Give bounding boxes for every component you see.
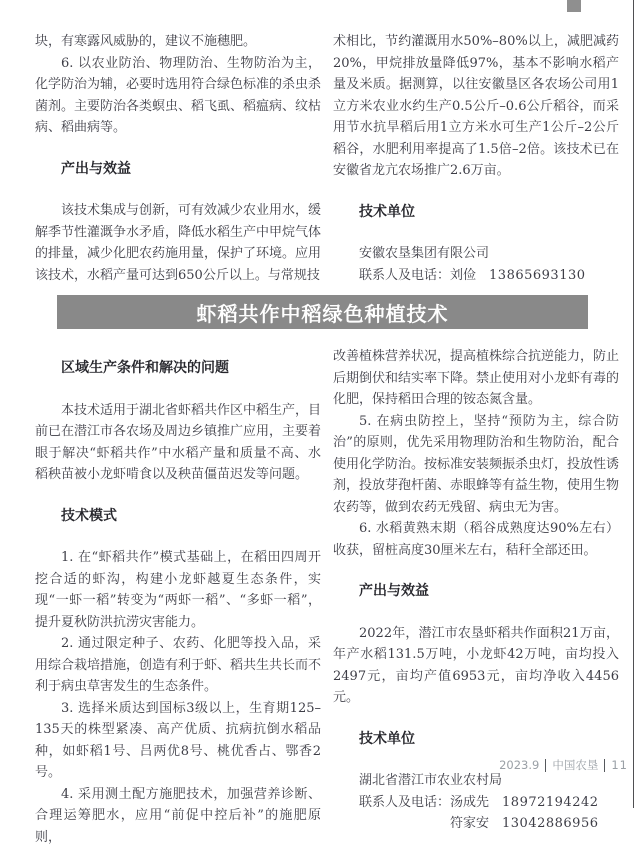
paragraph-continuation: 块，有寒露风威胁的，建议不施穗肥。 — [35, 31, 321, 53]
footer-separator — [545, 759, 546, 772]
footer-magazine-title: 中国农垦 — [552, 757, 598, 773]
article-title-banner — [57, 295, 588, 329]
section-heading-technical-unit: 技术单位 — [333, 729, 619, 751]
contact-name: 汤成先 — [450, 795, 489, 810]
contact-name: 刘俭 — [450, 268, 476, 283]
page-corner-mark — [567, 0, 581, 12]
paragraph-mode-item-5: 5. 在病虫防控上，坚持“预防为主，综合防治”的原则，优先采用物理防治和生物防治，配合使用化学防治。按标准安装频振杀虫灯，投放性诱剂，投放芽孢杆菌、赤眼蜂等有益生物，使用生物农药等，做到农药无残留、病虫无为害。 — [333, 411, 619, 519]
paragraph-output-benefits: 2022年，潜江市农垦虾稻共作面积21万亩，年产水稻131.5万吨，小龙虾42万吨，亩均投入2497元，亩均产值6953元，亩均净收入4456元。 — [333, 623, 619, 709]
contact-name: 符家安 — [450, 816, 489, 831]
prev-article-right-column — [333, 31, 619, 286]
page-edge-line — [633, 0, 634, 808]
contact-label: 联系人及电话： — [359, 268, 450, 283]
section-heading-conditions: 区域生产条件和解决的问题 — [35, 358, 321, 380]
contact-line — [333, 265, 619, 287]
paragraph-item-6: 6. 以农业防治、物理防治、生物防治为主，化学防治为辅，必要时选用符合绿色标准的杀虫杀菌剂。主要防治各类螟虫、稻飞虱、稻瘟病、纹枯病、稻曲病等。 — [35, 53, 321, 139]
contact-phone: 13865693130 — [489, 268, 585, 283]
paragraph-conditions: 本技术适用于湖北省虾稻共作区中稻生产，目前已在潜江市各农场及周边乡镇推广应用，主要着眼于解决“虾稻共作”中水稻产量和质量不高、水稻秧苗被小龙虾啃食以及秧苗僵苗迟发等问题。 — [35, 400, 321, 486]
paragraph-output-continuation: 术相比，节约灌溉用水50%–80%以上，减肥减药20%，甲烷排放量降低97%，基本不影响水稻产量及米质。据测算，以往安徽垦区各农场公司用1立方米农业水约生产0.5公斤–0.6公斤稻谷，而采用节水抗旱稻后用1立方米水可生产1公斤–2公斤稻谷，水肥利用率提高了1.5倍–2倍。该技术已在安徽省龙亢农场推广2.6万亩。 — [333, 31, 619, 182]
paragraph-output-benefits: 该技术集成与创新，可有效减少农业用水，缓解季节性灌溉争水矛盾，降低水稻生产中甲烷气体的排量，减少化肥农药施用量，保护了环境。应用该技术，水稻产量可达到650公斤以上。与常规技 — [35, 200, 321, 286]
article-left-column — [35, 358, 321, 848]
section-heading-technical-mode: 技术模式 — [35, 506, 321, 528]
paragraph-mode-item-1: 1. 在“虾稻共作”模式基础上，在稻田四周开挖合适的虾沟，构建小龙虾越夏生态条件，实现“一虾一稻”转变为“两虾一稻”、“多虾一稻”，提升夏秋防洪抗涝灾害能力。 — [35, 547, 321, 633]
paragraph-mode-item-4: 4. 采用测土配方施肥技术，加强营养诊断、合理运筹肥水，应用“前促中控后补”的施肥原则， — [35, 784, 321, 848]
technical-unit-name: 湖北省潜江市农业农村局 — [333, 770, 619, 792]
page-footer — [499, 757, 628, 773]
prev-article-left-column — [35, 31, 321, 286]
paragraph-mode-item-6: 6. 水稻黄熟末期（稻谷成熟度达90%左右）收获，留桩高度30厘米左右，秸秆全部还田。 — [333, 518, 619, 561]
paragraph-mode-item-3: 3. 选择米质达到国标3级以上，生育期125–135天的株型紧凑、高产优质、抗病抗倒水稻品种，如虾稻1号、吕两优8号、桃优香占、鄂香2号。 — [35, 698, 321, 784]
footer-issue: 2023.9 — [499, 758, 539, 772]
article-title: 虾稻共作中稻绿色种植技术 — [197, 298, 449, 327]
contact-phone: 13042886956 — [502, 816, 598, 831]
footer-page-number: 11 — [611, 758, 628, 772]
technical-unit-name: 安徽农垦集团有限公司 — [333, 243, 619, 265]
contact-label: 联系人及电话： — [359, 795, 450, 810]
contact-phone: 18972194242 — [502, 795, 598, 810]
section-heading-technical-unit: 技术单位 — [333, 202, 619, 224]
contact-line-2 — [333, 813, 619, 835]
section-heading-output-benefits: 产出与效益 — [333, 581, 619, 603]
footer-separator — [604, 759, 605, 772]
contact-line-1 — [333, 792, 619, 814]
paragraph-mode-item-4-continuation: 改善植株营养状况，提高植株综合抗逆能力，防止后期倒伏和结实率下降。禁止使用对小龙虾有毒的化肥，保持稻田合理的铵态氮含量。 — [333, 346, 619, 411]
paragraph-mode-item-2: 2. 通过限定种子、农药、化肥等投入品，采用综合栽培措施，创造有利于虾、稻共生共长而不利于病虫草害发生的生态条件。 — [35, 633, 321, 698]
section-heading-output-benefits: 产出与效益 — [35, 159, 321, 181]
